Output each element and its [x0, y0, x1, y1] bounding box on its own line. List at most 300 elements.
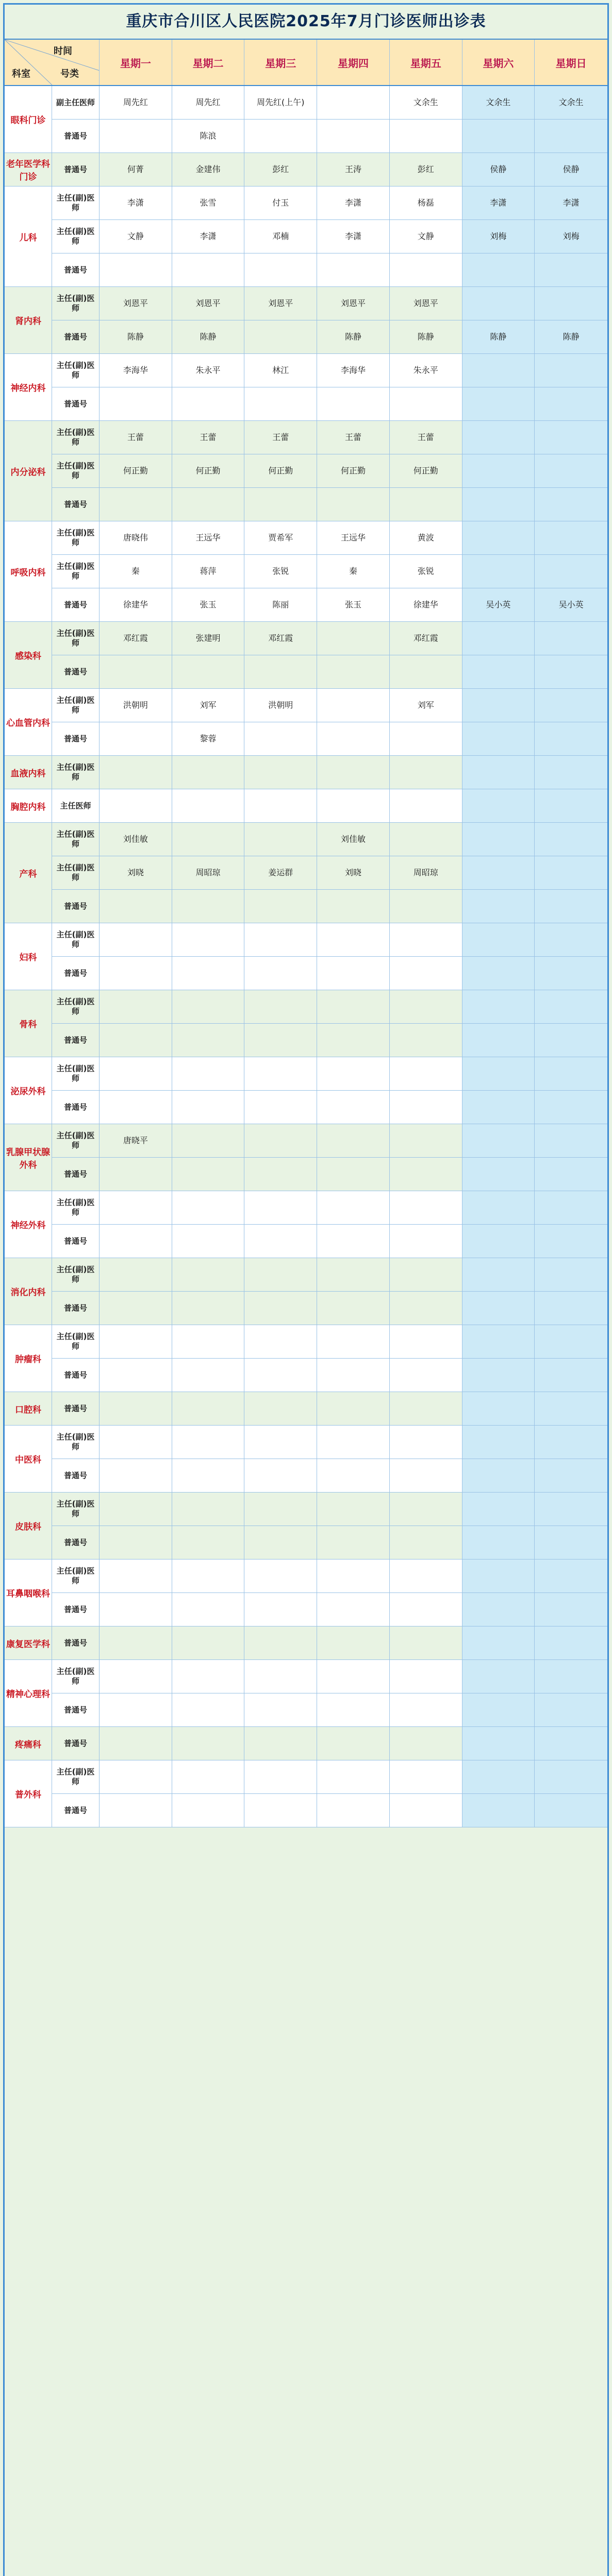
doctor-cell: 周昭琼 — [172, 856, 245, 890]
doctor-cell — [317, 1258, 390, 1292]
doctor-cell — [244, 1760, 317, 1794]
doctor-cell — [535, 1024, 607, 1057]
doctor-cell — [244, 990, 317, 1024]
doctor-cell: 徐建华 — [390, 588, 462, 622]
doctor-cell — [172, 823, 245, 856]
doctor-cell — [390, 1158, 462, 1191]
doctor-cell: 杨磊 — [390, 187, 462, 220]
doctor-cell — [317, 488, 390, 521]
header-day: 星期六 — [462, 40, 535, 85]
doctor-cell — [535, 856, 607, 890]
doctor-cell — [535, 1325, 607, 1359]
doctor-cell — [244, 756, 317, 789]
doctor-cell — [535, 1158, 607, 1191]
doctor-cell — [244, 1057, 317, 1091]
doctor-cell — [462, 354, 535, 387]
doctor-cell — [535, 622, 607, 655]
doctor-cell: 文余生 — [462, 86, 535, 120]
doctor-cell — [390, 722, 462, 756]
doctor-cell: 张玉 — [317, 588, 390, 622]
department-name: 神经外科 — [5, 1191, 52, 1258]
doctor-cell — [535, 488, 607, 521]
level-label: 主任(副)医师 — [52, 1493, 100, 1526]
doctor-cell — [100, 1794, 172, 1827]
level-label: 主任(副)医师 — [52, 1057, 100, 1091]
doctor-cell — [390, 1760, 462, 1794]
level-label: 主任(副)医师 — [52, 421, 100, 454]
header-day: 星期三 — [244, 40, 317, 85]
doctor-cell — [390, 1426, 462, 1459]
doctor-cell — [172, 1258, 245, 1292]
header-day: 星期一 — [100, 40, 172, 85]
doctor-cell — [390, 823, 462, 856]
doctor-cell: 刘恩平 — [244, 287, 317, 320]
doctor-cell — [535, 923, 607, 957]
header-day: 星期四 — [317, 40, 390, 85]
header-day: 星期二 — [172, 40, 245, 85]
doctor-cell: 陈静 — [535, 320, 607, 354]
level-label: 主任(副)医师 — [52, 555, 100, 588]
doctor-cell: 文余生 — [535, 86, 607, 120]
doctor-cell — [172, 789, 245, 823]
doctor-cell — [172, 1225, 245, 1258]
doctor-cell: 何正勤 — [317, 454, 390, 488]
doctor-cell: 吴小英 — [462, 588, 535, 622]
header-day: 星期五 — [390, 40, 462, 85]
doctor-cell — [462, 555, 535, 588]
doctor-cell — [317, 1057, 390, 1091]
doctor-cell — [462, 454, 535, 488]
doctor-cell — [100, 1693, 172, 1727]
level-label: 普通号 — [52, 1091, 100, 1124]
doctor-cell: 贾希军 — [244, 521, 317, 555]
page-title: 重庆市合川区人民医院2025年7月门诊医师出诊表 — [126, 12, 486, 30]
header-dept-label: 科室 — [12, 69, 30, 79]
level-label: 主任(副)医师 — [52, 923, 100, 957]
doctor-cell — [100, 1459, 172, 1493]
level-label: 普通号 — [52, 1292, 100, 1325]
doctor-cell — [244, 488, 317, 521]
doctor-cell: 李潇 — [462, 187, 535, 220]
doctor-cell: 刘梅 — [535, 220, 607, 253]
doctor-cell — [317, 1526, 390, 1560]
department-name: 疼痛科 — [5, 1727, 52, 1760]
doctor-cell — [535, 1191, 607, 1225]
doctor-cell — [462, 655, 535, 689]
doctor-cell — [317, 1660, 390, 1693]
doctor-cell — [390, 1359, 462, 1392]
doctor-cell: 金建伟 — [172, 153, 245, 187]
schedule-grid — [5, 86, 607, 1827]
doctor-cell — [244, 890, 317, 923]
doctor-cell — [244, 1225, 317, 1258]
doctor-cell — [100, 1225, 172, 1258]
doctor-cell — [535, 655, 607, 689]
doctor-cell: 李潇 — [100, 187, 172, 220]
doctor-cell — [172, 1091, 245, 1124]
doctor-cell — [462, 789, 535, 823]
department-name: 呼吸内科 — [5, 521, 52, 622]
doctor-cell — [244, 1560, 317, 1593]
doctor-cell — [244, 387, 317, 421]
level-label: 主任(副)医师 — [52, 823, 100, 856]
doctor-cell — [317, 1794, 390, 1827]
doctor-cell — [535, 1794, 607, 1827]
doctor-cell: 王蕾 — [172, 421, 245, 454]
doctor-cell — [317, 990, 390, 1024]
doctor-cell — [172, 1693, 245, 1727]
doctor-cell — [535, 890, 607, 923]
doctor-cell: 陈丽 — [244, 588, 317, 622]
doctor-cell — [317, 1091, 390, 1124]
doctor-cell — [535, 1626, 607, 1660]
doctor-cell: 王远华 — [172, 521, 245, 555]
doctor-cell: 王蕾 — [244, 421, 317, 454]
doctor-cell: 陈静 — [462, 320, 535, 354]
doctor-cell: 张建明 — [172, 622, 245, 655]
doctor-cell: 邓红霞 — [100, 622, 172, 655]
department-name: 中医科 — [5, 1426, 52, 1493]
doctor-cell — [244, 1626, 317, 1660]
doctor-cell: 刘军 — [172, 689, 245, 722]
doctor-cell — [462, 622, 535, 655]
doctor-cell — [100, 1660, 172, 1693]
doctor-cell — [100, 1760, 172, 1794]
level-label: 普通号 — [52, 1359, 100, 1392]
doctor-cell: 姜运群 — [244, 856, 317, 890]
table-header — [5, 39, 607, 86]
doctor-cell: 文静 — [390, 220, 462, 253]
level-label: 普通号 — [52, 488, 100, 521]
doctor-cell: 付玉 — [244, 187, 317, 220]
doctor-cell — [244, 1660, 317, 1693]
doctor-cell — [317, 1459, 390, 1493]
doctor-cell — [462, 1760, 535, 1794]
doctor-cell: 王蕾 — [390, 421, 462, 454]
doctor-cell — [535, 957, 607, 990]
doctor-cell — [535, 120, 607, 153]
doctor-cell: 王蕾 — [100, 421, 172, 454]
doctor-cell — [244, 1325, 317, 1359]
level-label: 主任(副)医师 — [52, 1560, 100, 1593]
doctor-cell — [462, 1091, 535, 1124]
doctor-cell: 陈静 — [317, 320, 390, 354]
department-name: 皮肤科 — [5, 1493, 52, 1560]
level-label: 主任(副)医师 — [52, 622, 100, 655]
doctor-cell — [100, 1292, 172, 1325]
doctor-cell — [535, 1660, 607, 1693]
doctor-cell — [244, 823, 317, 856]
doctor-cell: 秦 — [100, 555, 172, 588]
doctor-cell — [244, 1526, 317, 1560]
doctor-cell — [172, 1626, 245, 1660]
level-label: 主任(副)医师 — [52, 756, 100, 789]
level-label: 主任(副)医师 — [52, 689, 100, 722]
doctor-cell — [317, 1626, 390, 1660]
level-label: 主任(副)医师 — [52, 1426, 100, 1459]
doctor-cell — [317, 957, 390, 990]
doctor-cell: 李潇 — [317, 220, 390, 253]
doctor-cell — [390, 1258, 462, 1292]
doctor-cell — [172, 1325, 245, 1359]
doctor-cell — [172, 1392, 245, 1426]
doctor-cell — [244, 1024, 317, 1057]
department-name: 神经内科 — [5, 354, 52, 421]
doctor-cell — [100, 387, 172, 421]
doctor-cell: 唐晓伟 — [100, 521, 172, 555]
doctor-cell — [462, 521, 535, 555]
doctor-cell — [535, 521, 607, 555]
doctor-cell — [390, 789, 462, 823]
doctor-cell — [100, 722, 172, 756]
doctor-cell — [100, 1024, 172, 1057]
doctor-cell — [462, 957, 535, 990]
doctor-cell: 朱永平 — [172, 354, 245, 387]
doctor-cell — [317, 387, 390, 421]
doctor-cell — [244, 1693, 317, 1727]
doctor-cell — [244, 1124, 317, 1158]
doctor-cell — [390, 120, 462, 153]
department-name: 眼科门诊 — [5, 86, 52, 153]
doctor-cell: 吴小英 — [535, 588, 607, 622]
department-name: 心血管内科 — [5, 689, 52, 756]
doctor-cell: 文余生 — [390, 86, 462, 120]
doctor-cell — [100, 253, 172, 287]
doctor-cell — [244, 1426, 317, 1459]
doctor-cell — [535, 1225, 607, 1258]
level-label: 普通号 — [52, 153, 100, 187]
doctor-cell: 洪朝明 — [244, 689, 317, 722]
level-label: 普通号 — [52, 120, 100, 153]
doctor-cell — [390, 655, 462, 689]
doctor-cell — [462, 1258, 535, 1292]
doctor-cell — [100, 1560, 172, 1593]
doctor-cell — [390, 990, 462, 1024]
doctor-cell — [244, 120, 317, 153]
doctor-cell — [100, 1593, 172, 1626]
doctor-cell — [100, 488, 172, 521]
level-label: 主任(副)医师 — [52, 354, 100, 387]
doctor-cell — [535, 789, 607, 823]
doctor-cell — [462, 689, 535, 722]
level-label: 主任(副)医师 — [52, 1124, 100, 1158]
doctor-cell — [390, 1794, 462, 1827]
doctor-cell — [244, 1191, 317, 1225]
level-label: 普通号 — [52, 1727, 100, 1760]
doctor-cell — [317, 689, 390, 722]
doctor-cell: 唐晓平 — [100, 1124, 172, 1158]
doctor-cell — [535, 1727, 607, 1760]
level-label: 主任(副)医师 — [52, 1660, 100, 1693]
doctor-cell — [244, 1794, 317, 1827]
doctor-cell — [390, 1091, 462, 1124]
doctor-cell: 王蕾 — [317, 421, 390, 454]
doctor-cell — [317, 789, 390, 823]
doctor-cell: 张玉 — [172, 588, 245, 622]
header-time-label: 时间 — [54, 46, 72, 57]
doctor-cell: 刘恩平 — [390, 287, 462, 320]
department-name: 耳鼻咽喉科 — [5, 1560, 52, 1626]
doctor-cell — [462, 1526, 535, 1560]
doctor-cell — [390, 1325, 462, 1359]
doctor-cell — [317, 1493, 390, 1526]
doctor-cell: 张锐 — [390, 555, 462, 588]
doctor-cell — [535, 1493, 607, 1526]
doctor-cell — [172, 1024, 245, 1057]
doctor-cell — [462, 1124, 535, 1158]
doctor-cell: 刘恩平 — [172, 287, 245, 320]
doctor-cell — [535, 1359, 607, 1392]
doctor-cell — [535, 1560, 607, 1593]
department-name: 感染科 — [5, 622, 52, 689]
doctor-cell — [172, 1794, 245, 1827]
doctor-cell — [462, 287, 535, 320]
doctor-cell — [390, 1660, 462, 1693]
doctor-cell: 刘恩平 — [100, 287, 172, 320]
doctor-cell — [244, 655, 317, 689]
doctor-cell: 周先红 — [172, 86, 245, 120]
department-name: 普外科 — [5, 1760, 52, 1827]
doctor-cell: 陈静 — [172, 320, 245, 354]
doctor-cell — [317, 890, 390, 923]
doctor-cell: 刘佳敏 — [317, 823, 390, 856]
doctor-cell — [390, 1727, 462, 1760]
doctor-cell — [244, 789, 317, 823]
doctor-cell — [390, 1024, 462, 1057]
doctor-cell — [317, 1593, 390, 1626]
doctor-cell — [317, 1426, 390, 1459]
doctor-cell: 刘恩平 — [317, 287, 390, 320]
level-label: 普通号 — [52, 1794, 100, 1827]
doctor-cell — [244, 1727, 317, 1760]
doctor-cell — [100, 923, 172, 957]
doctor-cell — [535, 1057, 607, 1091]
doctor-cell — [172, 1593, 245, 1626]
doctor-cell — [172, 756, 245, 789]
doctor-cell — [244, 1459, 317, 1493]
doctor-cell — [317, 1359, 390, 1392]
doctor-cell: 徐建华 — [100, 588, 172, 622]
department-name: 康复医学科 — [5, 1626, 52, 1660]
doctor-cell — [100, 1626, 172, 1660]
doctor-cell — [462, 1024, 535, 1057]
level-label: 普通号 — [52, 890, 100, 923]
doctor-cell: 林江 — [244, 354, 317, 387]
doctor-cell: 洪朝明 — [100, 689, 172, 722]
level-label: 普通号 — [52, 1158, 100, 1191]
doctor-cell — [100, 1091, 172, 1124]
doctor-cell — [244, 1359, 317, 1392]
doctor-cell: 张锐 — [244, 555, 317, 588]
doctor-cell — [535, 1526, 607, 1560]
level-label: 普通号 — [52, 1392, 100, 1426]
level-label: 普通号 — [52, 253, 100, 287]
doctor-cell — [100, 1258, 172, 1292]
doctor-cell — [244, 1158, 317, 1191]
doctor-cell: 张雪 — [172, 187, 245, 220]
doctor-cell — [535, 823, 607, 856]
level-label: 主任(副)医师 — [52, 1760, 100, 1794]
doctor-cell — [390, 890, 462, 923]
doctor-cell — [100, 1493, 172, 1526]
doctor-cell — [462, 1426, 535, 1459]
doctor-cell — [100, 890, 172, 923]
level-label: 普通号 — [52, 722, 100, 756]
doctor-cell — [317, 120, 390, 153]
level-label: 普通号 — [52, 1459, 100, 1493]
doctor-cell — [100, 957, 172, 990]
doctor-cell — [317, 253, 390, 287]
doctor-cell — [462, 120, 535, 153]
doctor-cell — [462, 1693, 535, 1727]
level-label: 普通号 — [52, 387, 100, 421]
doctor-cell — [462, 1292, 535, 1325]
doctor-cell — [535, 722, 607, 756]
schedule-frame — [3, 3, 609, 2576]
level-label: 主任(副)医师 — [52, 454, 100, 488]
department-name: 骨科 — [5, 990, 52, 1057]
doctor-cell: 王涛 — [317, 153, 390, 187]
department-name: 泌尿外科 — [5, 1057, 52, 1124]
doctor-cell — [535, 1091, 607, 1124]
doctor-cell — [100, 1359, 172, 1392]
doctor-cell — [317, 1760, 390, 1794]
doctor-cell — [100, 1426, 172, 1459]
doctor-cell — [462, 1191, 535, 1225]
level-label: 主任(副)医师 — [52, 1191, 100, 1225]
doctor-cell: 彭红 — [244, 153, 317, 187]
doctor-cell — [462, 1794, 535, 1827]
doctor-cell: 秦 — [317, 555, 390, 588]
doctor-cell: 何正勤 — [244, 454, 317, 488]
doctor-cell — [390, 923, 462, 957]
level-label: 主任(副)医师 — [52, 220, 100, 253]
doctor-cell: 陈静 — [390, 320, 462, 354]
doctor-cell — [100, 1191, 172, 1225]
doctor-cell — [462, 421, 535, 454]
doctor-cell: 黄波 — [390, 521, 462, 555]
doctor-cell: 李海华 — [100, 354, 172, 387]
level-label: 主任(副)医师 — [52, 856, 100, 890]
level-label: 普通号 — [52, 1225, 100, 1258]
doctor-cell: 李潇 — [172, 220, 245, 253]
doctor-cell — [390, 1057, 462, 1091]
doctor-cell — [317, 1727, 390, 1760]
doctor-cell — [535, 1258, 607, 1292]
doctor-cell — [390, 488, 462, 521]
level-label: 普通号 — [52, 1024, 100, 1057]
doctor-cell — [317, 756, 390, 789]
doctor-cell — [317, 1024, 390, 1057]
doctor-cell — [244, 253, 317, 287]
doctor-cell — [535, 253, 607, 287]
doctor-cell — [390, 1124, 462, 1158]
doctor-cell — [172, 1560, 245, 1593]
doctor-cell — [535, 555, 607, 588]
doctor-cell — [100, 1158, 172, 1191]
level-label: 普通号 — [52, 1526, 100, 1560]
doctor-cell — [172, 488, 245, 521]
doctor-cell — [462, 890, 535, 923]
level-label: 主任(副)医师 — [52, 1258, 100, 1292]
doctor-cell — [172, 890, 245, 923]
department-name: 肿瘤科 — [5, 1325, 52, 1392]
doctor-cell — [172, 1057, 245, 1091]
department-name: 精神心理科 — [5, 1660, 52, 1727]
doctor-cell — [535, 1292, 607, 1325]
doctor-cell — [462, 1359, 535, 1392]
department-name: 胸腔内科 — [5, 789, 52, 823]
